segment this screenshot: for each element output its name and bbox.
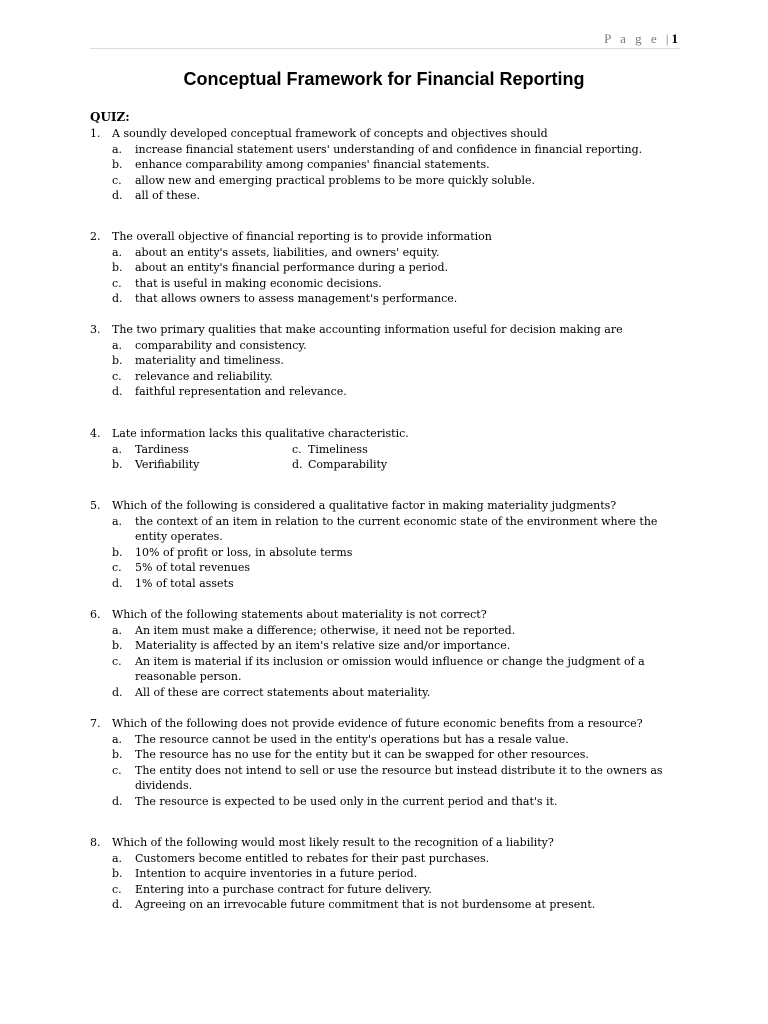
option <box>292 457 387 473</box>
option <box>90 560 690 576</box>
option-letter: d. <box>112 292 123 305</box>
option-letter: b. <box>112 867 123 880</box>
option <box>90 685 690 701</box>
option <box>90 623 690 639</box>
option <box>112 442 292 458</box>
option-letter: d. <box>112 576 123 590</box>
question-number: 1. <box>90 127 101 140</box>
question-6 <box>90 607 690 700</box>
header-divider <box>90 48 680 49</box>
option <box>90 245 690 261</box>
question-text: The two primary qualities that make accounting information useful for decision making are <box>112 323 623 336</box>
option-letter: d. <box>112 189 123 202</box>
question-text: Which of the following statements about materiality is not correct? <box>112 608 487 621</box>
option <box>90 188 690 204</box>
option-letter: d. <box>112 898 123 911</box>
question-4 <box>90 426 690 473</box>
question-text: Which of the following would most likely result to the recognition of a liability? <box>112 836 554 849</box>
option <box>90 545 690 561</box>
option-letter: d. <box>292 458 303 471</box>
option-text: Agreeing on an irrevocable future commitment that is not burdensome at present. <box>135 898 596 911</box>
question-number: 2. <box>90 230 101 243</box>
question-number: 7. <box>90 717 101 730</box>
option-letter: d. <box>112 794 123 808</box>
option-text: that allows owners to assess management's performance. <box>135 292 458 305</box>
question-number: 3. <box>90 323 101 336</box>
question-number: 8. <box>90 836 101 849</box>
option-letter: b. <box>112 158 123 171</box>
option <box>90 142 690 158</box>
option-letter: c. <box>292 442 302 456</box>
quiz-label: QUIZ: <box>90 110 130 124</box>
option-text: about an entity's financial performance during a period. <box>135 261 449 274</box>
option-letter: a. <box>112 623 123 637</box>
option-text: that is useful in making economic decisions. <box>135 276 382 290</box>
option <box>90 882 690 898</box>
question-text: Which of the following is considered a qualitative factor in making materiality judgments? <box>112 499 617 512</box>
question-number: 5. <box>90 499 101 512</box>
option-text: comparability and consistency. <box>135 338 307 352</box>
option <box>90 338 690 354</box>
option-text: the context of an item in relation to the current economic state of the environment where the entity operates. <box>135 514 658 543</box>
option-text: The entity does not intend to sell or use the resource but instead distribute it to the owners as dividends. <box>135 763 663 792</box>
option <box>90 291 690 307</box>
option-letter: d. <box>112 685 123 699</box>
question-8 <box>90 835 690 913</box>
option-text: about an entity's assets, liabilities, and owners' equity. <box>135 245 440 259</box>
option <box>90 654 690 685</box>
option <box>90 157 690 173</box>
option-text: The resource cannot be used in the entity's operations but has a resale value. <box>135 732 569 746</box>
option <box>90 384 690 400</box>
option-letter: a. <box>112 338 123 352</box>
option-letter: b. <box>112 748 123 761</box>
question-7 <box>90 716 690 809</box>
option-letter: c. <box>112 369 122 383</box>
option-text: increase financial statement users' understanding of and confidence in financial reporting. <box>135 142 643 156</box>
option-text: materiality and timeliness. <box>135 354 284 367</box>
question-text: The overall objective of financial reporting is to provide information <box>112 230 492 243</box>
option-text: The resource is expected to be used only in the current period and that's it. <box>135 794 558 808</box>
document-title: Conceptual Framework for Financial Reporting <box>183 69 585 89</box>
question-5 <box>90 498 690 591</box>
option-text: relevance and reliability. <box>135 369 273 383</box>
option <box>292 442 368 458</box>
option-letter: a. <box>112 851 123 865</box>
option-text: 5% of total revenues <box>135 561 250 574</box>
option <box>90 514 690 545</box>
option-text: allow new and emerging practical problems to be more quickly soluble. <box>135 173 536 187</box>
option-letter: c. <box>112 173 122 187</box>
option-letter: d. <box>112 385 123 398</box>
option <box>90 576 690 592</box>
option-text: 10% of profit or loss, in absolute terms <box>135 545 353 559</box>
option <box>90 369 690 385</box>
option-letter: b. <box>112 639 123 652</box>
option-text: all of these. <box>135 189 200 202</box>
option-text: Tardiness <box>135 442 189 456</box>
option <box>90 353 690 369</box>
option-letter: c. <box>112 561 122 574</box>
option-letter: c. <box>112 882 122 896</box>
option-letter: c. <box>112 654 122 668</box>
option-text: Timeliness <box>308 442 368 456</box>
option <box>90 747 690 763</box>
option-text: Materiality is affected by an item's relative size and/or importance. <box>135 639 511 652</box>
option <box>90 732 690 748</box>
option-letter: b. <box>112 261 123 274</box>
question-number: 4. <box>90 427 101 440</box>
option-text: Intention to acquire inventories in a future period. <box>135 867 418 880</box>
option <box>90 638 690 654</box>
option <box>90 897 690 913</box>
question-3 <box>90 322 690 400</box>
option-text: Verifiability <box>135 458 200 471</box>
page-number: 1 <box>671 31 678 46</box>
option-letter: a. <box>112 442 123 456</box>
option-letter: a. <box>112 514 123 528</box>
option <box>112 457 292 473</box>
page-header <box>604 31 678 47</box>
option-letter: b. <box>112 354 123 367</box>
option <box>90 794 690 810</box>
option-text: 1% of total assets <box>135 576 234 590</box>
question-text: Late information lacks this qualitative characteristic. <box>112 427 409 440</box>
question-2 <box>90 229 690 307</box>
option-text: Comparability <box>308 458 388 471</box>
option <box>90 173 690 189</box>
option-letter: a. <box>112 732 123 746</box>
option <box>90 763 690 794</box>
option-text: faithful representation and relevance. <box>135 385 347 398</box>
page-label: P a g e <box>604 31 660 46</box>
question-number: 6. <box>90 608 101 621</box>
question-text: A soundly developed conceptual framework of concepts and objectives should <box>112 127 548 140</box>
option-letter: a. <box>112 142 123 156</box>
option-text: The resource has no use for the entity but it can be swapped for other resources. <box>135 748 589 761</box>
option-letter: c. <box>112 763 122 777</box>
option <box>90 260 690 276</box>
page-separator: | <box>665 31 672 46</box>
option <box>90 276 690 292</box>
question-text: Which of the following does not provide evidence of future economic benefits from a resource? <box>112 717 643 730</box>
option-text: Entering into a purchase contract for future delivery. <box>135 882 432 896</box>
option-letter: c. <box>112 276 122 290</box>
question-1 <box>90 126 690 204</box>
option-text: An item is material if its inclusion or omission would influence or change the judgment of a reasonable person. <box>135 654 645 683</box>
option-letter: b. <box>112 458 123 471</box>
option <box>90 851 690 867</box>
option-text: enhance comparability among companies' financial statements. <box>135 158 490 171</box>
option-text: Customers become entitled to rebates for their past purchases. <box>135 851 490 865</box>
option <box>90 866 690 882</box>
option-text: All of these are correct statements about materiality. <box>135 685 431 699</box>
option-text: An item must make a difference; otherwise, it need not be reported. <box>135 623 516 637</box>
option-letter: b. <box>112 545 123 559</box>
option-letter: a. <box>112 245 123 259</box>
